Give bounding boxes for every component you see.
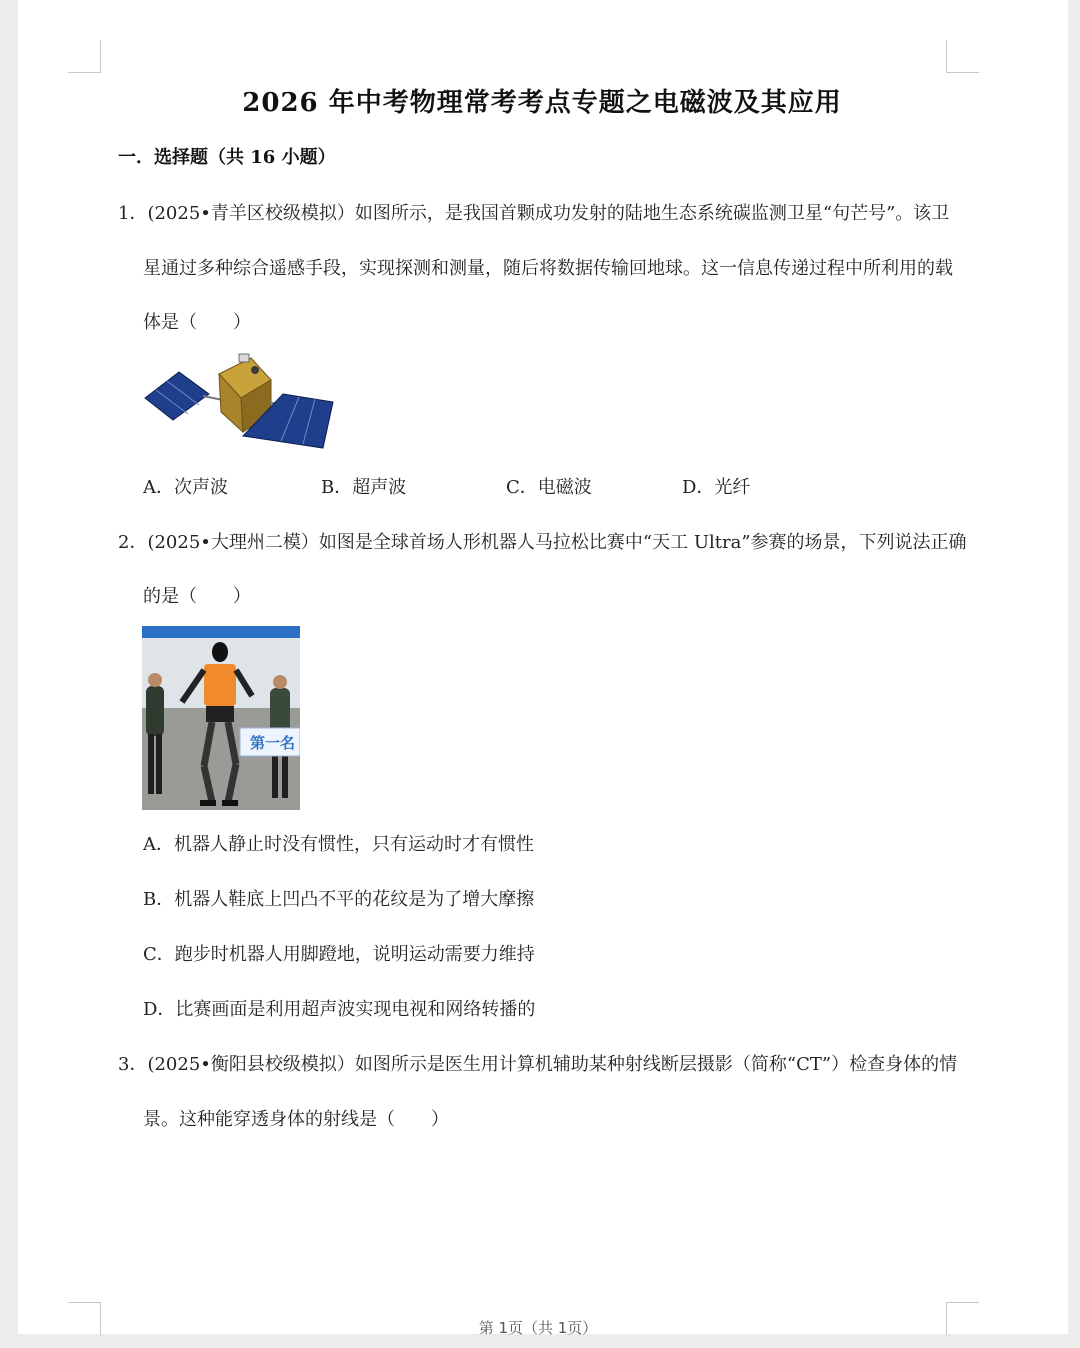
question-1-option-b[interactable]: B．超声波 xyxy=(321,477,407,498)
satellite-image xyxy=(143,350,335,450)
question-1-line-3: 体是（ ） xyxy=(143,312,251,333)
robot-marathon-photo xyxy=(142,626,300,810)
document-title: 2026 年中考物理常考考点专题之电磁波及其应用 xyxy=(242,88,842,118)
question-2-line-2: 的是（ ） xyxy=(143,586,251,607)
question-3-line-1: 3．(2025•衡阳县校级模拟）如图所示是医生用计算机辅助某种射线断层摄影（简称“CT”）检查身体的情 xyxy=(118,1054,958,1075)
question-2-line-1: 2．(2025•大理州二模）如图是全球首场人形机器人马拉松比赛中“天工 Ultra”参赛的场景，下列说法正确 xyxy=(118,532,967,553)
question-2-option-b[interactable]: B．机器人鞋底上凹凸不平的花纹是为了增大摩擦 xyxy=(143,889,535,910)
question-1-line-2: 星通过多种综合遥感手段，实现探测和测量，随后将数据传输回地球。这一信息传递过程中所利用的载 xyxy=(143,258,953,279)
robot-photo-banner-text: 第一名 xyxy=(250,734,296,752)
section-heading: 一．选择题（共 16 小题） xyxy=(118,147,336,168)
crop-mark-top-right xyxy=(946,40,979,73)
question-2-option-d[interactable]: D．比赛画面是利用超声波实现电视和网络转播的 xyxy=(143,999,536,1020)
question-2-option-a[interactable]: A．机器人静止时没有惯性，只有运动时才有惯性 xyxy=(143,834,534,855)
page-footer: 第 1页（共 1页） xyxy=(478,1319,598,1337)
question-2-option-c[interactable]: C．跑步时机器人用脚蹬地，说明运动需要力维持 xyxy=(143,944,535,965)
question-1-option-d[interactable]: D．光纤 xyxy=(682,477,751,498)
question-1-option-a[interactable]: A．次声波 xyxy=(143,477,228,498)
crop-mark-top-left xyxy=(68,40,101,73)
question-1-line-1: 1．(2025•青羊区校级模拟）如图所示，是我国首颗成功发射的陆地生态系统碳监测卫星“句芒号”。该卫 xyxy=(118,203,950,224)
question-1-option-c[interactable]: C．电磁波 xyxy=(506,477,592,498)
question-3-line-2: 景。这种能穿透身体的射线是（ ） xyxy=(143,1109,449,1130)
